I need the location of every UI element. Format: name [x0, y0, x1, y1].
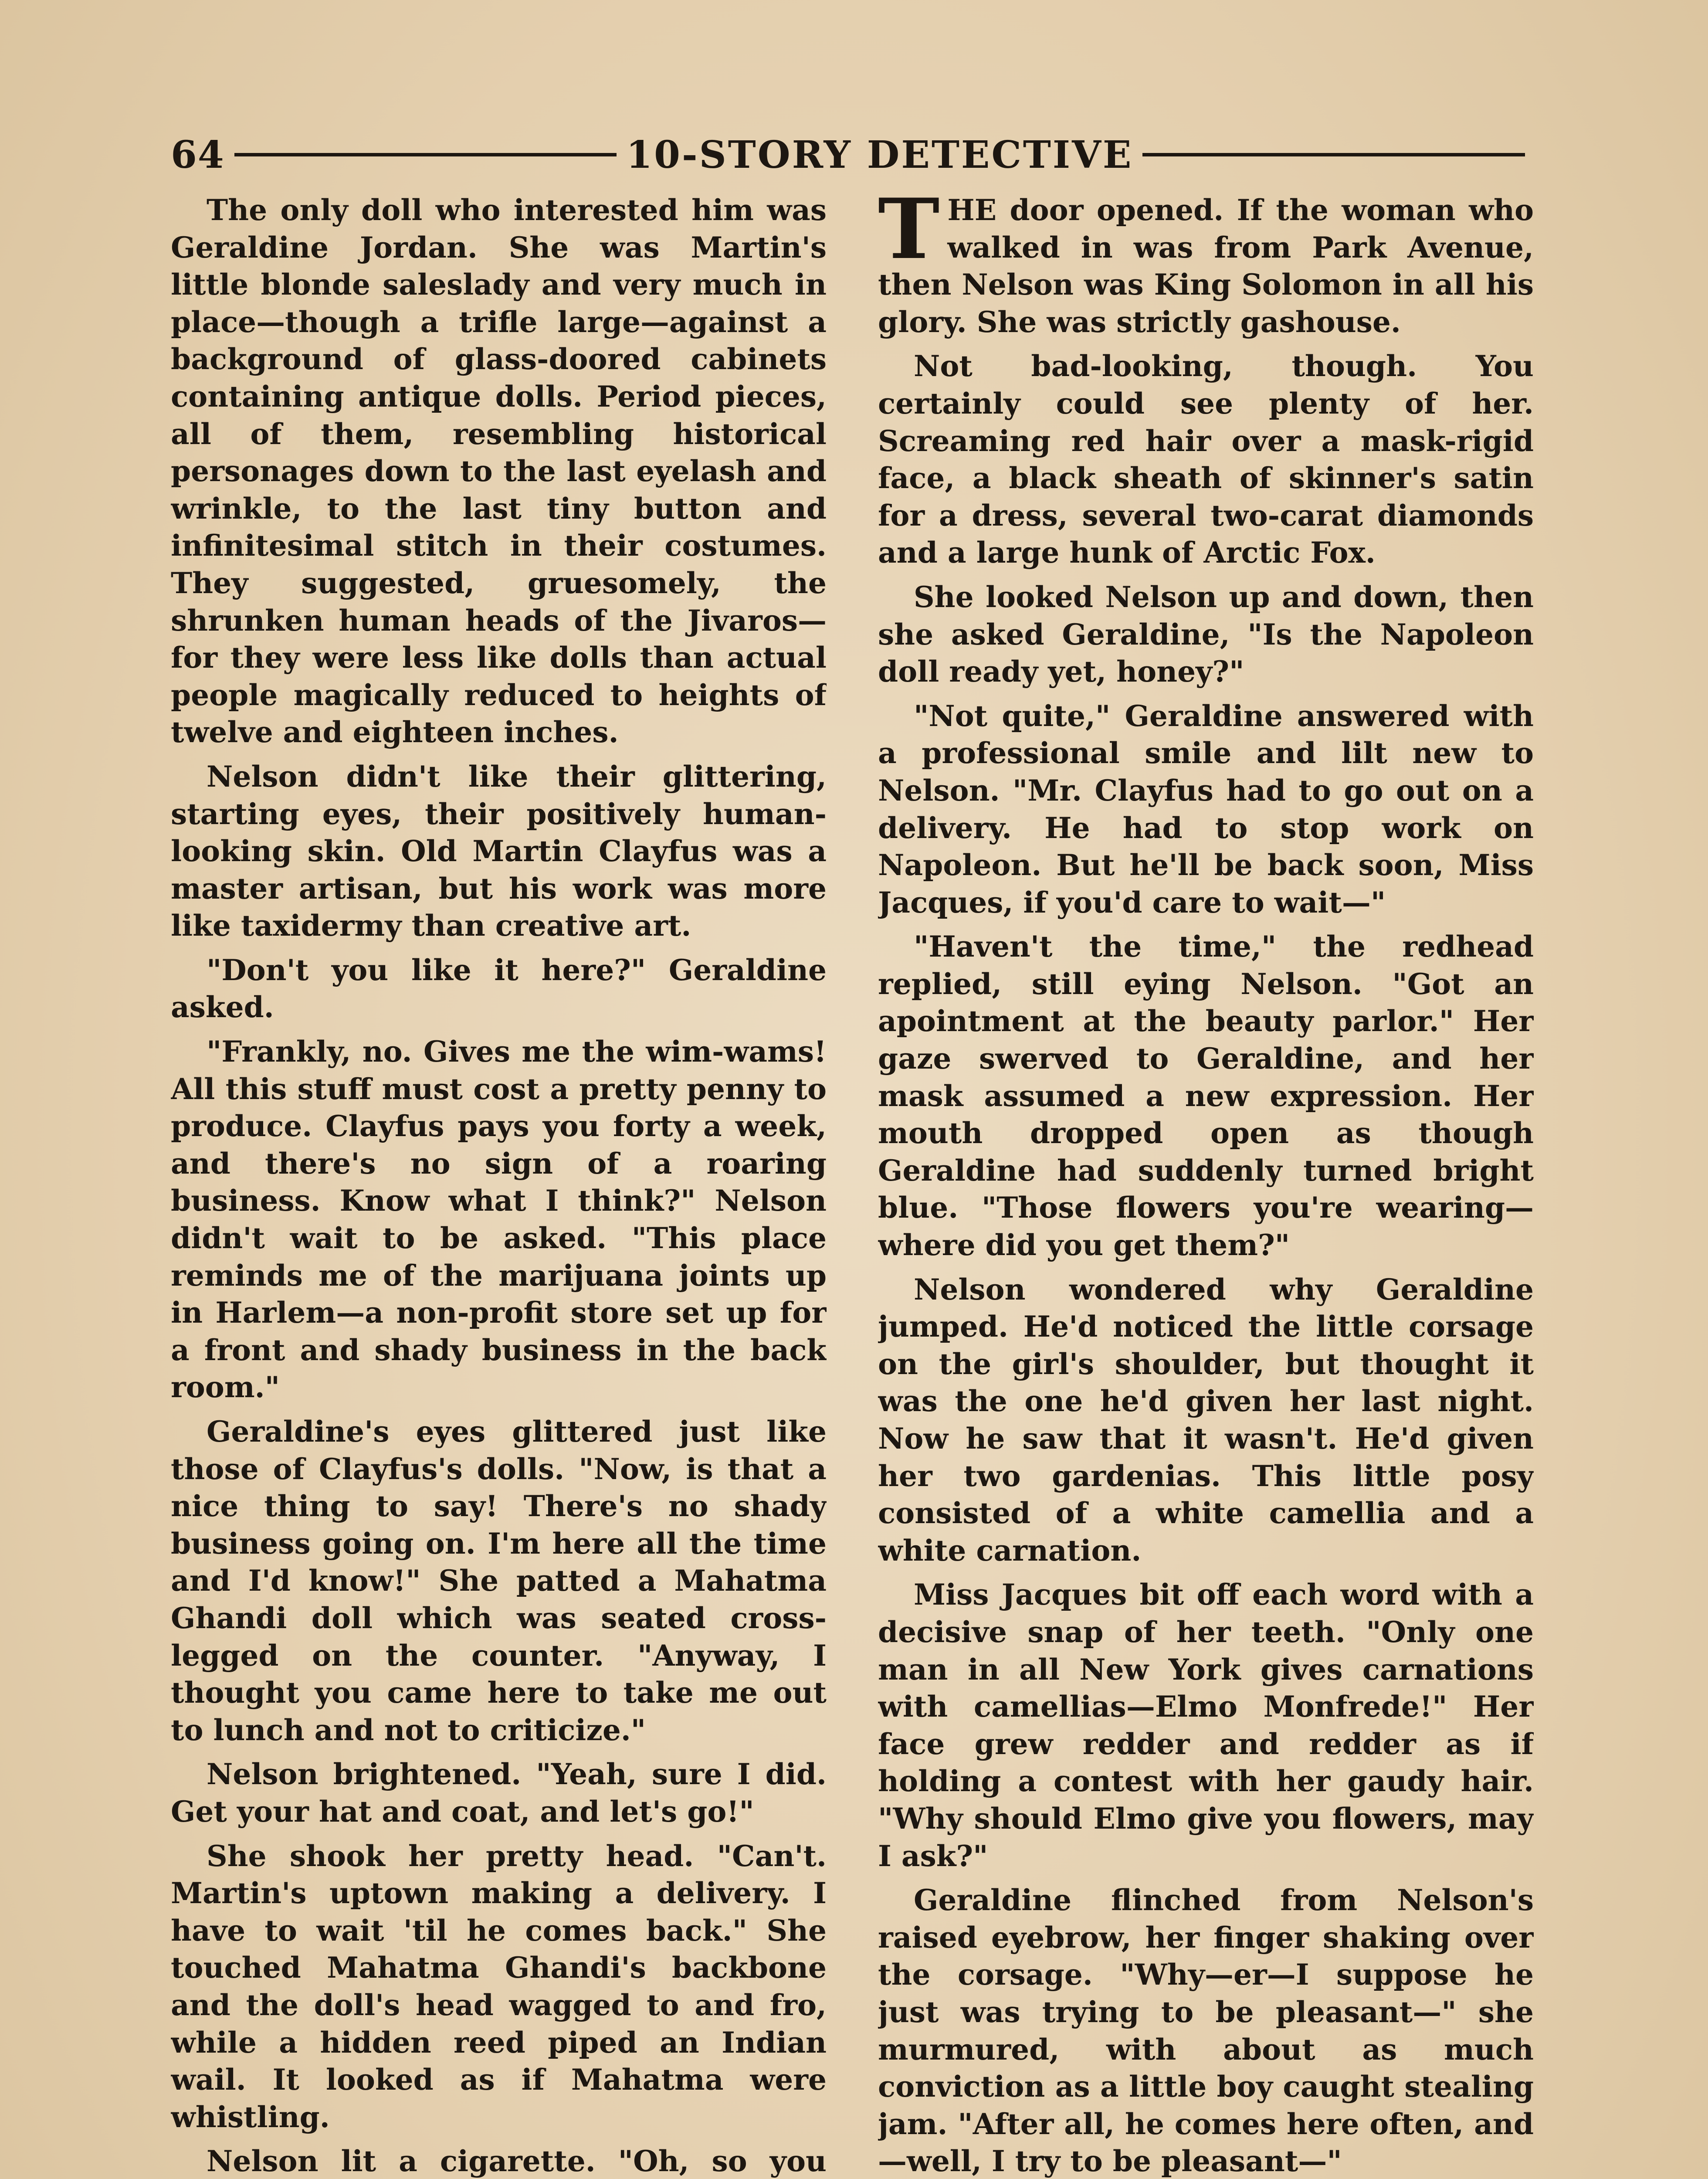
paragraph: Not bad-looking, though. You certainly could see plenty of her. Screaming red hair over a mask-rigid face, a black sheath of skinner's satin for a dress, several two-carat diamonds and a large hunk of Arctic Fox.	[878, 349, 1534, 570]
paragraph: She shook her pretty head. "Can't. Martin's uptown making a delivery. I have to wait 'til he comes back." She touched Mahatma Ghandi's backbone and the doll's head wagged to and fro, while a hidden reed piped an Indian wail. It looked as if Mahatma were whistling.	[171, 1839, 827, 2134]
page-number: 64	[171, 132, 225, 177]
paragraph: The only doll who interested him was Geraldine Jordan. She was Martin's little blonde saleslady and very much in place—though a trifle large—against a background of glass-doored cabinets containing antique dolls. Period pieces, all of them, resembling historical personages down to the last eyelash and wrinkle, to the last tiny button and infinitesimal stitch in their costumes. They suggested, gruesomely, the shrunken human heads of the Jivaros—for they were less like dolls than actual people magically reduced to heights of twelve and eighteen inches.	[171, 193, 827, 750]
paragraph: "Frankly, no. Gives me the wim-wams! All this stuff must cost a pretty penny to produce. Clayfus pays you forty a week, and there's no sign of a roaring business. Know what I think?" Nelson didn't wait to be asked. "This place reminds me of the marijuana joints up in Harlem—a non-profit store set up for a front and shady business in the back room."	[171, 1035, 827, 1405]
drop-cap: T	[878, 192, 940, 278]
header-rule-right	[1142, 153, 1525, 156]
left-column	[171, 192, 827, 2179]
paragraph: Geraldine's eyes glittered just like those of Clayfus's dolls. "Now, is that a nice thing to say! There's no shady business going on. I'm here all the time and I'd know!" She patted a Mahatma Ghandi doll which was seated cross-legged on the counter. "Anyway, I thought you came here to take me out to lunch and not to criticize."	[171, 1415, 827, 1747]
paragraph: Nelson wondered why Geraldine jumped. He'd noticed the little corsage on the girl's shoulder, but thought it was the one he'd given her last night. Now he saw that it wasn't. He'd given her two gardenias. This little posy consisted of a white camellia and a white carnation.	[878, 1272, 1534, 1568]
paragraph: "Haven't the time," the redhead replied, still eying Nelson. "Got an apointment at the beauty parlor." Her gaze swerved to Geraldine, and her mask assumed a new expression. Her mouth dropped open as though Geraldine had suddenly turned bright blue. "Those flowers you're wearing—where did you get them?"	[878, 930, 1534, 1263]
paragraph: Miss Jacques bit off each word with a decisive snap of her teeth. "Only one man in all New York gives carnations with camellias—Elmo Monfrede!" Her face grew redder and redder as if holding a contest with her gaudy hair. "Why should Elmo give you flowers, may I ask?"	[878, 1578, 1534, 1873]
header-rule-left	[234, 153, 617, 156]
opening-paragraph-text: HE door opened. If the woman who walked in was from Park Avenue, then Nelson was King Solomon in all his glory. She was strictly gashouse.	[878, 193, 1534, 339]
paragraph: Nelson lit a cigarette. "Oh, so you	[207, 2144, 827, 2179]
paragraph: "Don't you like it here?" Geraldine asked.	[171, 953, 827, 1025]
paragraph: Geraldine flinched from Nelson's raised eyebrow, her finger shaking over the corsage. "Why—er—I suppose he just was trying to be pleasant—" she murmured, with about as much conviction as a little boy caught stealing jam. "After all, he comes here often, and—well, I try to be pleasant—"	[878, 1883, 1534, 2179]
magazine-title: 10-STORY DETECTIVE	[626, 132, 1133, 177]
paragraph: Nelson didn't like their glittering, starting eyes, their positively human-looking skin. Old Martin Clayfus was a master artisan, but his work was more like taxidermy than creative art.	[171, 759, 827, 943]
paragraph: She looked Nelson up and down, then she asked Geraldine, "Is the Napoleon doll ready yet, honey?"	[878, 580, 1534, 689]
opening-paragraph	[878, 192, 1534, 341]
right-column	[878, 192, 1534, 2179]
page-header	[171, 131, 1535, 179]
paragraph: "Not quite," Geraldine answered with a professional smile and lilt new to Nelson. "Mr. Clayfus had to go out on a delivery. He had to stop work on Napoleon. But he'll be back soon, Miss Jacques, if you'd care to wait—"	[878, 699, 1534, 920]
paragraph: Nelson brightened. "Yeah, sure I did. Get your hat and coat, and let's go!"	[171, 1757, 827, 1829]
